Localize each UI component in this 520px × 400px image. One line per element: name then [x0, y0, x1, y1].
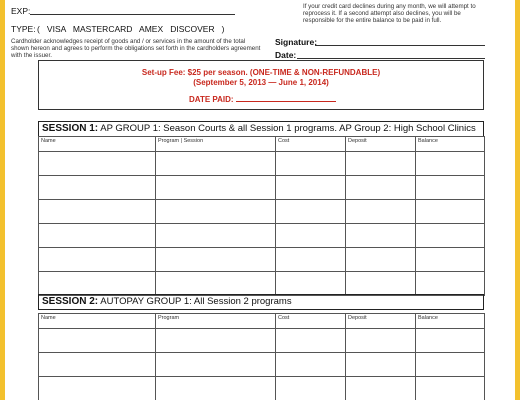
- date-paid-row: [189, 94, 483, 104]
- decline-notice: If your credit card declines during any month, we will attempt to reprocess it. If a second attempt also declines, you will be responsible for the entire balance to be paid in full.: [303, 3, 476, 24]
- cell[interactable]: [156, 248, 276, 272]
- form-sheet: [5, 0, 515, 400]
- cell[interactable]: [39, 200, 156, 224]
- cell[interactable]: [346, 248, 416, 272]
- cell[interactable]: [346, 329, 416, 353]
- table-row: [39, 152, 485, 176]
- table-row: [39, 224, 485, 248]
- cell[interactable]: [39, 377, 156, 400]
- session-2-title: AUTOPAY GROUP 1: All Session 2 programs: [100, 296, 292, 307]
- table-header-row: [39, 314, 485, 329]
- cell[interactable]: [276, 176, 346, 200]
- col-balance: Balance: [416, 137, 485, 152]
- date-paid-label: DATE PAID:: [189, 95, 234, 104]
- cell[interactable]: [276, 200, 346, 224]
- cell[interactable]: [346, 377, 416, 400]
- date-field[interactable]: [297, 58, 485, 59]
- signature-field[interactable]: [315, 45, 485, 46]
- setup-fee-box: [38, 60, 484, 110]
- setup-fee-text: Set-up Fee: $25 per season. (ONE-TIME & NON-REFUNDABLE): [141, 68, 381, 77]
- table-row: [39, 353, 485, 377]
- table-row: [39, 329, 485, 353]
- session-1-table: [38, 136, 485, 296]
- signature-label: Signature:: [275, 37, 318, 47]
- cell[interactable]: [416, 329, 485, 353]
- session-1-title: AP GROUP 1: Season Courts & all Session 1 programs. AP Group 2: High School Clinics: [100, 123, 476, 134]
- cell[interactable]: [346, 272, 416, 296]
- col-name: Name: [39, 314, 156, 329]
- table-header-row: [39, 137, 485, 152]
- session-1-header: [38, 121, 484, 137]
- col-deposit: Deposit: [346, 314, 416, 329]
- col-balance: Balance: [416, 314, 485, 329]
- cell[interactable]: [156, 377, 276, 400]
- table-row: [39, 200, 485, 224]
- cell[interactable]: [276, 248, 346, 272]
- cell[interactable]: [39, 353, 156, 377]
- season-dates: (September 5, 2013 — June 1, 2014): [193, 78, 329, 87]
- cell[interactable]: [276, 329, 346, 353]
- card-type-options[interactable]: ( VISA MASTERCARD AMEX DISCOVER ): [37, 24, 225, 34]
- exp-field[interactable]: [30, 14, 235, 15]
- col-cost: Cost: [276, 137, 346, 152]
- col-program: Program | Session: [156, 137, 276, 152]
- cell[interactable]: [416, 248, 485, 272]
- cell[interactable]: [276, 152, 346, 176]
- session-2-header: [38, 294, 484, 310]
- exp-label: EXP:: [11, 6, 31, 16]
- session-2-number: SESSION 2:: [42, 296, 99, 307]
- cell[interactable]: [276, 353, 346, 377]
- cell[interactable]: [346, 176, 416, 200]
- session-2-table: [38, 313, 485, 400]
- cell[interactable]: [156, 329, 276, 353]
- cell[interactable]: [156, 152, 276, 176]
- cell[interactable]: [39, 248, 156, 272]
- cell[interactable]: [156, 353, 276, 377]
- cell[interactable]: [346, 224, 416, 248]
- table-row: [39, 377, 485, 400]
- cell[interactable]: [156, 224, 276, 248]
- cell[interactable]: [416, 272, 485, 296]
- cell[interactable]: [276, 272, 346, 296]
- cell[interactable]: [39, 152, 156, 176]
- cell[interactable]: [276, 377, 346, 400]
- cell[interactable]: [39, 176, 156, 200]
- cell[interactable]: [39, 272, 156, 296]
- cell[interactable]: [346, 353, 416, 377]
- table-row: [39, 248, 485, 272]
- col-name: Name: [39, 137, 156, 152]
- cell[interactable]: [416, 176, 485, 200]
- cell[interactable]: [39, 224, 156, 248]
- cell[interactable]: [39, 329, 156, 353]
- cell[interactable]: [416, 353, 485, 377]
- cardholder-agreement: Cardholder acknowledges receipt of goods and / or services in the amount of the total shown hereon and agrees to perform the obligations set forth in the cardholders agreement with the issuer.: [11, 38, 261, 59]
- cell[interactable]: [156, 176, 276, 200]
- cell[interactable]: [416, 224, 485, 248]
- date-paid-field[interactable]: [236, 94, 336, 102]
- col-program: Program: [156, 314, 276, 329]
- table-row: [39, 176, 485, 200]
- cell[interactable]: [346, 152, 416, 176]
- session-1-number: SESSION 1:: [42, 123, 99, 134]
- date-label: Date:: [275, 50, 297, 60]
- cell[interactable]: [416, 200, 485, 224]
- type-label: TYPE:: [11, 24, 36, 34]
- cell[interactable]: [416, 377, 485, 400]
- cell[interactable]: [156, 200, 276, 224]
- table-row: [39, 272, 485, 296]
- col-deposit: Deposit: [346, 137, 416, 152]
- cell[interactable]: [276, 224, 346, 248]
- col-cost: Cost: [276, 314, 346, 329]
- cell[interactable]: [416, 152, 485, 176]
- cell[interactable]: [346, 200, 416, 224]
- cell[interactable]: [156, 272, 276, 296]
